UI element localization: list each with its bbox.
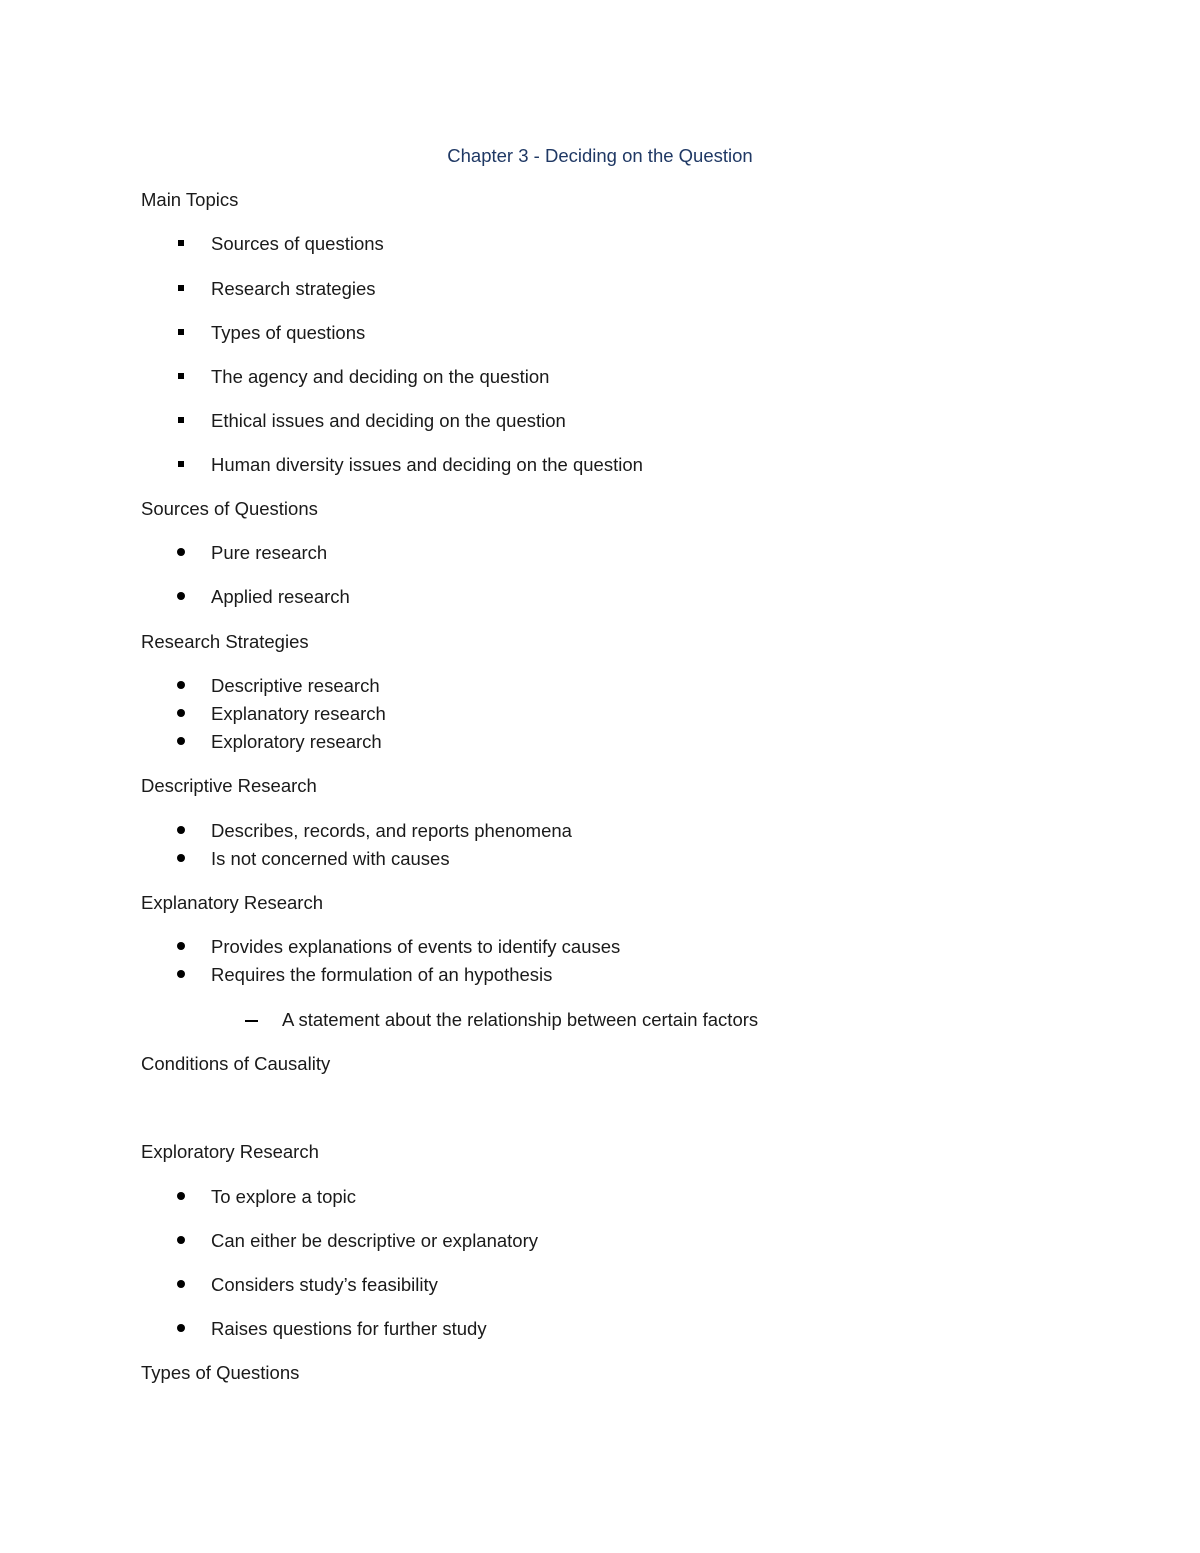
section-heading-sources-of-questions: Sources of Questions bbox=[141, 498, 318, 519]
list-item: Research strategies bbox=[211, 278, 376, 299]
list-item: Raises questions for further study bbox=[211, 1318, 487, 1339]
disc-bullet-icon bbox=[177, 854, 185, 862]
section-heading-types-of-questions: Types of Questions bbox=[141, 1362, 300, 1383]
section-heading-research-strategies: Research Strategies bbox=[141, 631, 309, 652]
dash-bullet-icon bbox=[245, 1020, 258, 1022]
disc-bullet-icon bbox=[177, 1280, 185, 1288]
section-heading-descriptive-research: Descriptive Research bbox=[141, 775, 317, 796]
square-bullet-icon bbox=[178, 373, 184, 379]
list-item: Describes, records, and reports phenomena bbox=[211, 820, 572, 841]
list-item: Human diversity issues and deciding on the question bbox=[211, 454, 643, 475]
list-item: Explanatory research bbox=[211, 703, 386, 724]
disc-bullet-icon bbox=[177, 737, 185, 745]
square-bullet-icon bbox=[178, 285, 184, 291]
document-title: Chapter 3 - Deciding on the Question bbox=[447, 145, 753, 166]
section-heading-explanatory-research: Explanatory Research bbox=[141, 892, 324, 913]
list-item: Descriptive research bbox=[211, 675, 380, 696]
section-heading-conditions-of-causality: Conditions of Causality bbox=[141, 1053, 331, 1074]
list-item: Requires the formulation of an hypothesis bbox=[211, 964, 553, 985]
list-item: Considers study’s feasibility bbox=[211, 1274, 438, 1295]
list-item: Exploratory research bbox=[211, 731, 382, 752]
list-item: Applied research bbox=[211, 586, 350, 607]
disc-bullet-icon bbox=[177, 681, 185, 689]
square-bullet-icon bbox=[178, 240, 184, 246]
sub-list-item: A statement about the relationship between certain factors bbox=[282, 1009, 759, 1030]
list-item: Pure research bbox=[211, 542, 328, 563]
list-item: Sources of questions bbox=[211, 233, 384, 254]
list-item: The agency and deciding on the question bbox=[211, 366, 550, 387]
disc-bullet-icon bbox=[177, 592, 185, 600]
list-item: Ethical issues and deciding on the question bbox=[211, 410, 566, 431]
list-item: Provides explanations of events to identify causes bbox=[211, 936, 621, 957]
section-heading-main-topics: Main Topics bbox=[141, 189, 239, 210]
section-heading-exploratory-research: Exploratory Research bbox=[141, 1141, 319, 1162]
disc-bullet-icon bbox=[177, 970, 185, 978]
disc-bullet-icon bbox=[177, 1236, 185, 1244]
disc-bullet-icon bbox=[177, 826, 185, 834]
list-item: Types of questions bbox=[211, 322, 366, 343]
disc-bullet-icon bbox=[177, 709, 185, 717]
list-item: Is not concerned with causes bbox=[211, 848, 450, 869]
list-item: Can either be descriptive or explanatory bbox=[211, 1230, 539, 1251]
disc-bullet-icon bbox=[177, 548, 185, 556]
list-item: To explore a topic bbox=[211, 1186, 357, 1207]
disc-bullet-icon bbox=[177, 942, 185, 950]
square-bullet-icon bbox=[178, 329, 184, 335]
disc-bullet-icon bbox=[177, 1192, 185, 1200]
disc-bullet-icon bbox=[177, 1324, 185, 1332]
square-bullet-icon bbox=[178, 461, 184, 467]
square-bullet-icon bbox=[178, 417, 184, 423]
